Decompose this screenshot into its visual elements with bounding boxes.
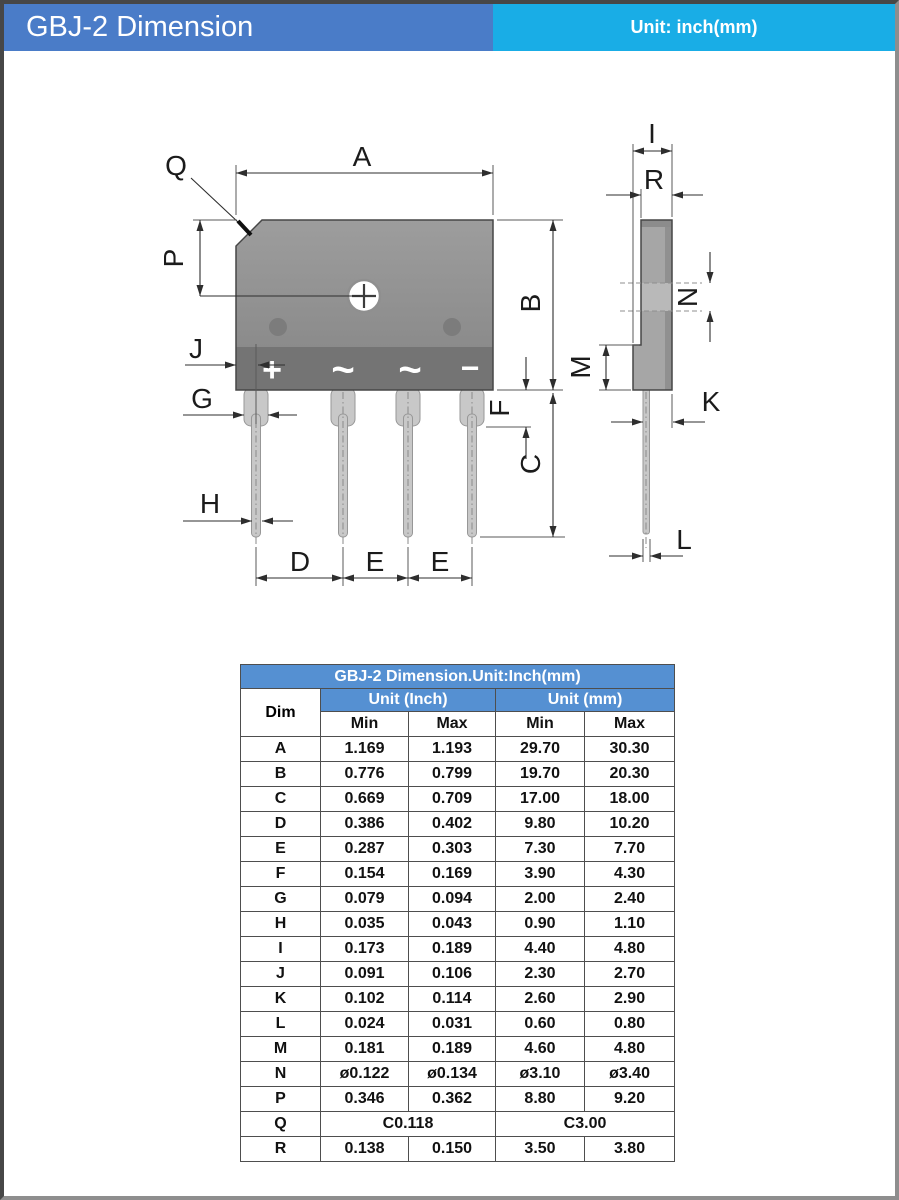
table-cell: N bbox=[241, 1062, 321, 1087]
front-lead-3 bbox=[396, 388, 420, 546]
table-cell: 0.303 bbox=[409, 837, 496, 862]
table-cell: 0.402 bbox=[409, 812, 496, 837]
dim-label-a: A bbox=[352, 141, 372, 172]
dim-label-p: P bbox=[158, 248, 189, 268]
table-cell: 0.189 bbox=[409, 937, 496, 962]
dim-label-g: G bbox=[191, 383, 213, 414]
table-cell: 2.90 bbox=[585, 987, 675, 1012]
mold-dot-right bbox=[443, 318, 461, 336]
table-cell: 0.031 bbox=[409, 1012, 496, 1037]
table-cell: 4.80 bbox=[585, 1037, 675, 1062]
table-cell: 19.70 bbox=[496, 762, 585, 787]
table-cell: 0.362 bbox=[409, 1087, 496, 1112]
table-cell: ø3.40 bbox=[585, 1062, 675, 1087]
table-cell: 4.30 bbox=[585, 862, 675, 887]
dim-label-m: M bbox=[565, 355, 596, 379]
front-lead-4 bbox=[460, 388, 484, 546]
table-cell: 0.90 bbox=[496, 912, 585, 937]
table-row bbox=[241, 937, 675, 962]
table-cell: E bbox=[241, 837, 321, 862]
table-cell: C0.118 bbox=[321, 1112, 496, 1137]
table-cell: 4.40 bbox=[496, 937, 585, 962]
table-cell: 29.70 bbox=[496, 737, 585, 762]
col-header-mm-min: Min bbox=[496, 712, 585, 737]
table-cell: 0.091 bbox=[321, 962, 409, 987]
table-title: GBJ-2 Dimension.Unit:Inch(mm) bbox=[241, 665, 675, 689]
dim-label-k: K bbox=[701, 386, 721, 417]
table-cell: 0.154 bbox=[321, 862, 409, 887]
table-cell: 0.106 bbox=[409, 962, 496, 987]
dim-label-e2: E bbox=[430, 546, 450, 577]
table-cell: 0.024 bbox=[321, 1012, 409, 1037]
dim-label-f: F bbox=[484, 399, 515, 417]
table-cell: F bbox=[241, 862, 321, 887]
plus-mark: + bbox=[262, 351, 282, 389]
table-row bbox=[241, 787, 675, 812]
table-cell: 1.193 bbox=[409, 737, 496, 762]
dim-label-i: I bbox=[648, 118, 656, 149]
side-hole-band bbox=[642, 283, 672, 311]
table-cell: 0.043 bbox=[409, 912, 496, 937]
table-cell: 7.30 bbox=[496, 837, 585, 862]
table-cell: I bbox=[241, 937, 321, 962]
table-row bbox=[241, 1112, 675, 1137]
table-cell: 3.80 bbox=[585, 1137, 675, 1162]
table-cell: 30.30 bbox=[585, 737, 675, 762]
table-cell: H bbox=[241, 912, 321, 937]
dim-label-l: L bbox=[676, 524, 692, 555]
dim-Q bbox=[165, 150, 251, 235]
mold-dot-left bbox=[269, 318, 287, 336]
unit-label: Unit: inch(mm) bbox=[630, 17, 758, 37]
dim-L bbox=[609, 524, 692, 562]
table-cell: Q bbox=[241, 1112, 321, 1137]
table-row bbox=[241, 737, 675, 762]
dim-label-h: H bbox=[199, 488, 221, 519]
col-group-mm: Unit (mm) bbox=[496, 689, 675, 712]
col-header-mm-max: Max bbox=[585, 712, 675, 737]
table-row bbox=[241, 987, 675, 1012]
table-cell: 17.00 bbox=[496, 787, 585, 812]
table-cell: 18.00 bbox=[585, 787, 675, 812]
table-cell: G bbox=[241, 887, 321, 912]
table-cell: 0.189 bbox=[409, 1037, 496, 1062]
table-cell: 9.20 bbox=[585, 1087, 675, 1112]
dim-label-c: C bbox=[515, 453, 546, 475]
dimension-table-container bbox=[240, 664, 675, 1162]
table-row bbox=[241, 1062, 675, 1087]
table-cell: 0.60 bbox=[496, 1012, 585, 1037]
table-cell: 0.80 bbox=[585, 1012, 675, 1037]
col-group-inch: Unit (Inch) bbox=[321, 689, 496, 712]
table-cell: ø0.122 bbox=[321, 1062, 409, 1087]
table-cell: 0.114 bbox=[409, 987, 496, 1012]
dim-label-r: R bbox=[643, 164, 665, 195]
table-cell: 0.035 bbox=[321, 912, 409, 937]
table-cell: M bbox=[241, 1037, 321, 1062]
table-cell: 20.30 bbox=[585, 762, 675, 787]
dim-label-b: B bbox=[515, 293, 546, 313]
table-cell: 8.80 bbox=[496, 1087, 585, 1112]
dim-M bbox=[565, 345, 639, 390]
table-title-row bbox=[241, 665, 675, 689]
table-cell: J bbox=[241, 962, 321, 987]
table-cell: 0.079 bbox=[321, 887, 409, 912]
dim-N bbox=[672, 252, 710, 342]
table-cell: L bbox=[241, 1012, 321, 1037]
ac-mark-1: ~ bbox=[331, 348, 355, 392]
table-cell: 2.00 bbox=[496, 887, 585, 912]
table-cell: 0.799 bbox=[409, 762, 496, 787]
table-row bbox=[241, 837, 675, 862]
table-cell: 1.10 bbox=[585, 912, 675, 937]
table-cell: 2.70 bbox=[585, 962, 675, 987]
table-cell: 2.40 bbox=[585, 887, 675, 912]
dim-A bbox=[236, 141, 493, 215]
minus-mark: − bbox=[460, 350, 480, 386]
table-cell: 1.169 bbox=[321, 737, 409, 762]
dim-K bbox=[611, 386, 721, 428]
dimension-table bbox=[240, 664, 675, 1162]
table-cell: K bbox=[241, 987, 321, 1012]
table-row bbox=[241, 762, 675, 787]
table-cell: 0.150 bbox=[409, 1137, 496, 1162]
front-view bbox=[236, 220, 493, 546]
table-row bbox=[241, 1037, 675, 1062]
dimension-table-body bbox=[241, 737, 675, 1162]
dim-D-E-E bbox=[256, 546, 472, 586]
dim-label-n: N bbox=[672, 286, 703, 308]
table-cell: C bbox=[241, 787, 321, 812]
dimension-drawing bbox=[4, 4, 895, 654]
table-cell: 2.60 bbox=[496, 987, 585, 1012]
table-cell: 0.346 bbox=[321, 1087, 409, 1112]
dim-R bbox=[606, 164, 703, 218]
col-header-inch-min: Min bbox=[321, 712, 409, 737]
dim-B bbox=[497, 220, 563, 390]
table-cell: P bbox=[241, 1087, 321, 1112]
table-row bbox=[241, 962, 675, 987]
col-header-inch-max: Max bbox=[409, 712, 496, 737]
table-cell: 4.60 bbox=[496, 1037, 585, 1062]
table-cell: 0.181 bbox=[321, 1037, 409, 1062]
table-cell: 0.386 bbox=[321, 812, 409, 837]
table-row bbox=[241, 912, 675, 937]
table-cell: 0.169 bbox=[409, 862, 496, 887]
table-cell: 0.138 bbox=[321, 1137, 409, 1162]
dim-label-e1: E bbox=[365, 546, 385, 577]
front-lead-2 bbox=[331, 388, 355, 546]
table-row bbox=[241, 887, 675, 912]
dim-H bbox=[183, 488, 293, 521]
table-cell: B bbox=[241, 762, 321, 787]
dim-label-q: Q bbox=[165, 150, 187, 181]
table-cell: 0.102 bbox=[321, 987, 409, 1012]
table-cell: 0.709 bbox=[409, 787, 496, 812]
table-cell: 0.776 bbox=[321, 762, 409, 787]
table-cell: 0.094 bbox=[409, 887, 496, 912]
ac-mark-2: ~ bbox=[398, 348, 422, 392]
table-cell: 0.669 bbox=[321, 787, 409, 812]
table-row bbox=[241, 1137, 675, 1162]
table-cell: C3.00 bbox=[496, 1112, 675, 1137]
table-cell: 7.70 bbox=[585, 837, 675, 862]
table-cell: 0.287 bbox=[321, 837, 409, 862]
side-lead bbox=[643, 388, 650, 548]
table-row bbox=[241, 862, 675, 887]
table-cell: 3.50 bbox=[496, 1137, 585, 1162]
dim-label-j: J bbox=[189, 333, 203, 364]
table-row bbox=[241, 1087, 675, 1112]
table-group-row bbox=[241, 689, 675, 712]
table-cell: 3.90 bbox=[496, 862, 585, 887]
side-view bbox=[620, 220, 702, 548]
table-row bbox=[241, 812, 675, 837]
table-cell: 2.30 bbox=[496, 962, 585, 987]
table-cell: 0.173 bbox=[321, 937, 409, 962]
table-row bbox=[241, 1012, 675, 1037]
table-cell: R bbox=[241, 1137, 321, 1162]
table-cell: A bbox=[241, 737, 321, 762]
table-cell: ø0.134 bbox=[409, 1062, 496, 1087]
table-cell: 9.80 bbox=[496, 812, 585, 837]
table-cell: ø3.10 bbox=[496, 1062, 585, 1087]
page-title: GBJ-2 Dimension bbox=[26, 11, 254, 43]
col-header-dim: Dim bbox=[241, 689, 321, 737]
table-cell: D bbox=[241, 812, 321, 837]
table-cell: 10.20 bbox=[585, 812, 675, 837]
dim-label-d: D bbox=[289, 546, 311, 577]
table-cell: 4.80 bbox=[585, 937, 675, 962]
